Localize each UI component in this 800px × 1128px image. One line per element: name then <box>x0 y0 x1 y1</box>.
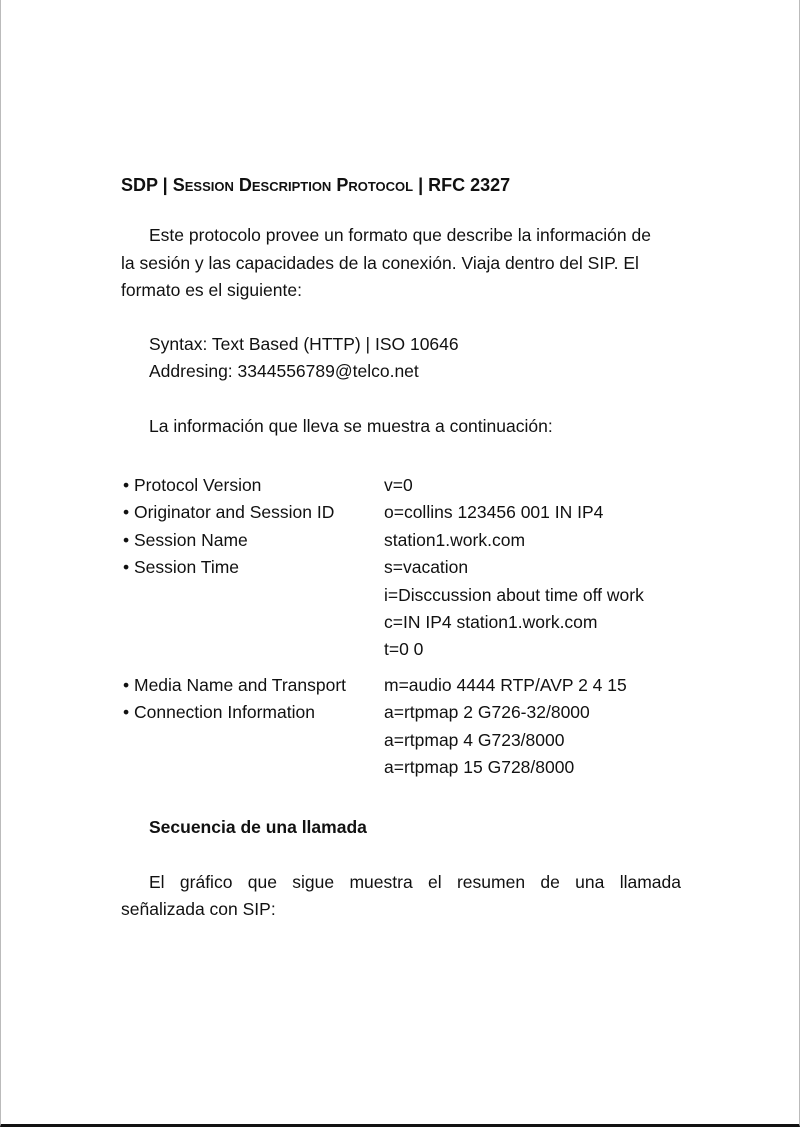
field-value: v=0 <box>384 475 413 495</box>
field-value: a=rtpmap 2 G726-32/8000 <box>384 702 590 722</box>
intro-line: la sesión y las capacidades de la conexión. Viaja dentro del SIP. El <box>121 253 639 273</box>
page-title: SDP | Session Description Protocol | RFC 2327 <box>121 175 511 195</box>
field-value: station1.work.com <box>384 530 526 550</box>
field-value: i=Disccussion about time off work <box>384 585 644 605</box>
field-value: m=audio 4444 RTP/AVP 2 4 15 <box>384 675 627 695</box>
field-label: • Media Name and Transport <box>123 675 347 695</box>
closing-line: El gráfico que sigue muestra el resumen de una llamada <box>149 872 681 892</box>
field-value: a=rtpmap 4 G723/8000 <box>384 730 565 750</box>
closing-line: señalizada con SIP: <box>121 899 276 919</box>
intro-line: Este protocolo provee un formato que describe la información de <box>149 225 651 245</box>
addressing-line: Addresing: 3344556789@telco.net <box>149 361 419 381</box>
field-label: • Session Time <box>123 557 240 577</box>
field-value: o=collins 123456 001 IN IP4 <box>384 502 604 522</box>
field-value: t=0 0 <box>384 639 424 659</box>
field-value: s=vacation <box>384 557 469 577</box>
field-label: • Session Name <box>123 530 248 550</box>
field-value: c=IN IP4 station1.work.com <box>384 612 598 632</box>
field-label: • Connection Information <box>123 702 315 722</box>
info-intro: La información que lleva se muestra a continuación: <box>149 416 553 436</box>
field-label: • Originator and Session ID <box>123 502 335 522</box>
field-value: a=rtpmap 15 G728/8000 <box>384 757 575 777</box>
section-heading: Secuencia de una llamada <box>149 817 367 837</box>
syntax-line: Syntax: Text Based (HTTP) | ISO 10646 <box>149 334 459 354</box>
field-label: • Protocol Version <box>123 475 262 495</box>
intro-line: formato es el siguiente: <box>121 280 302 300</box>
